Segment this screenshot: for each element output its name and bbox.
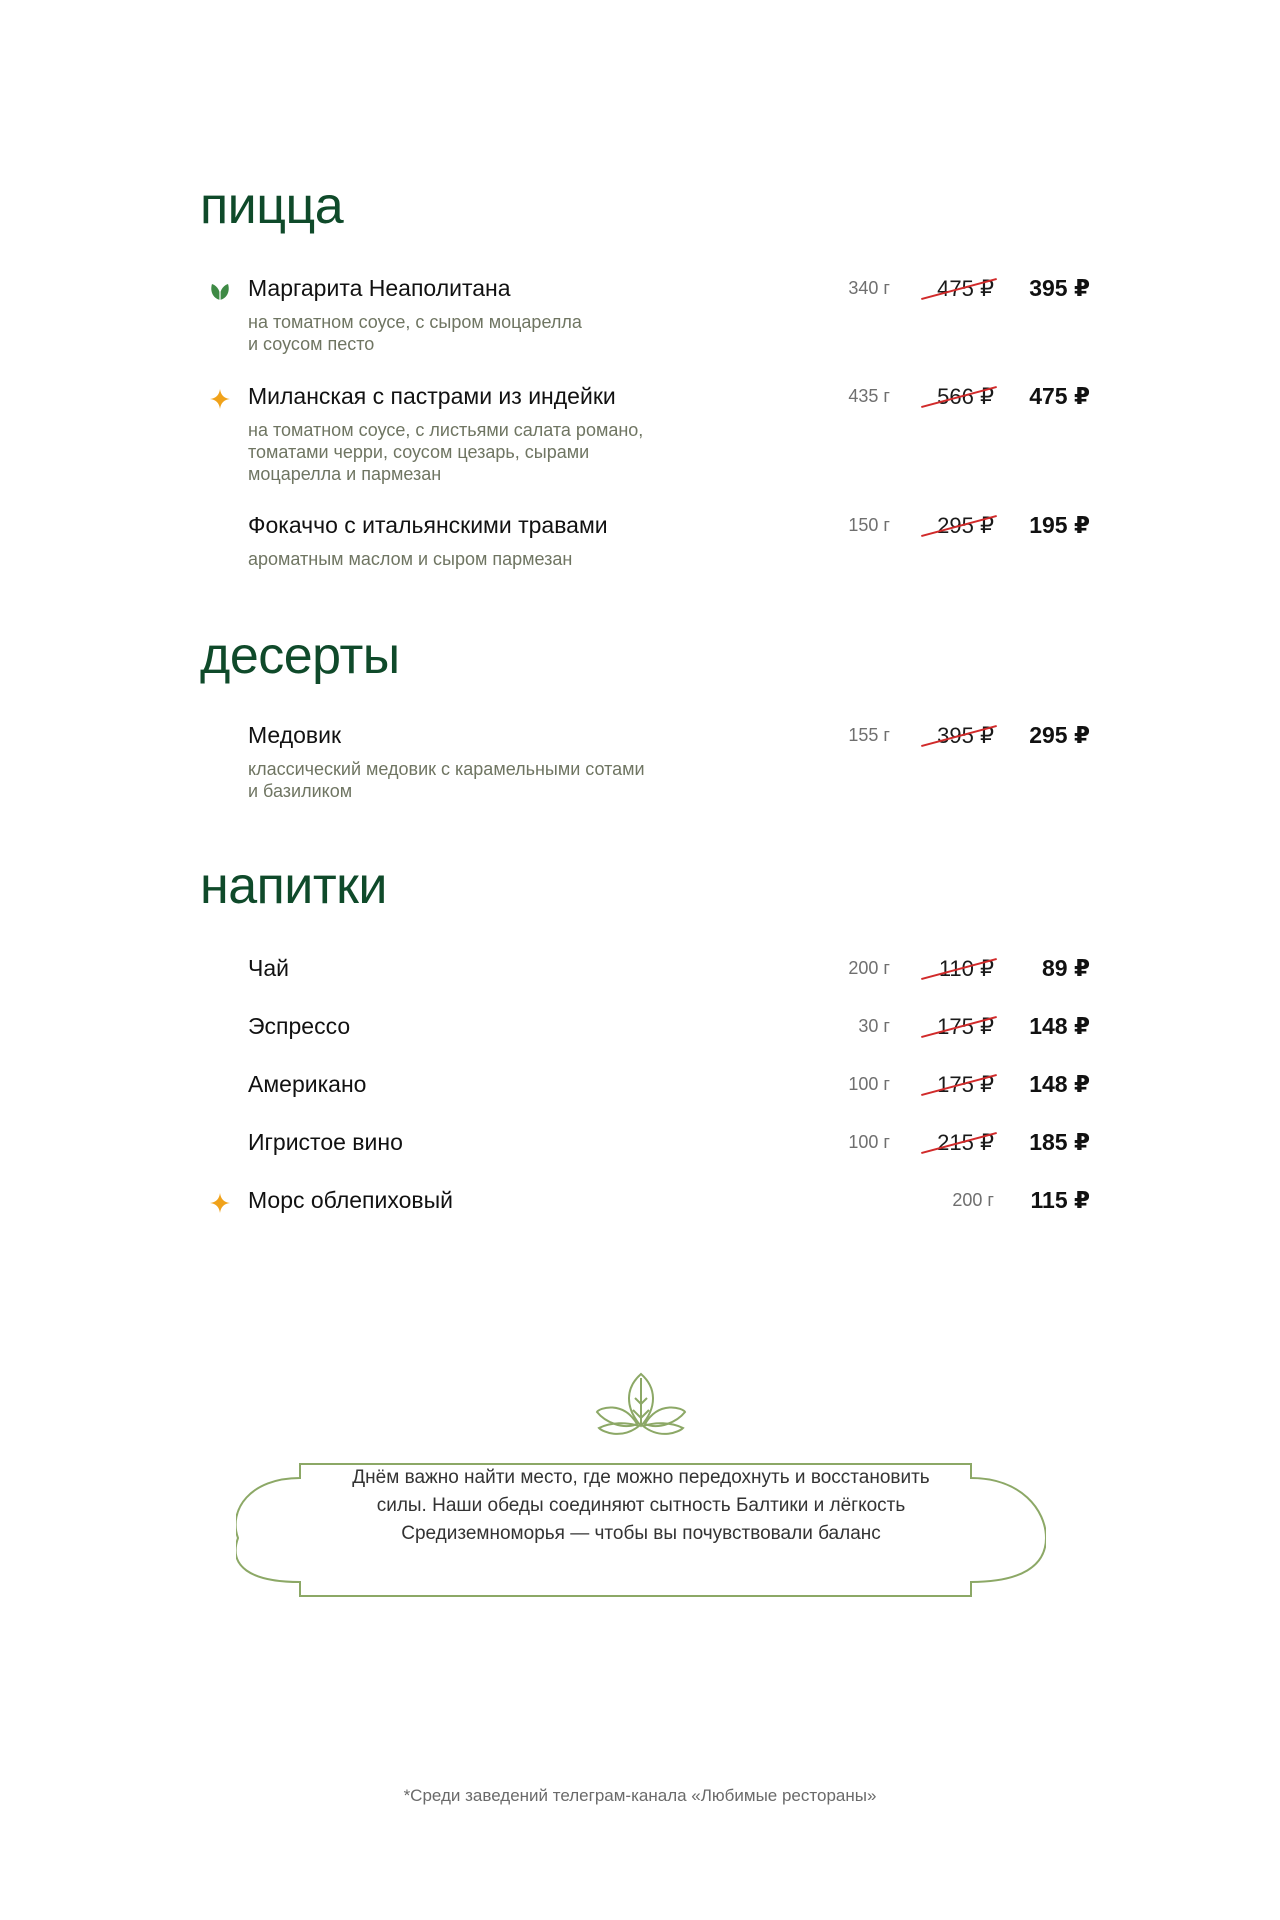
item-name: Миланская с пастрами из индейки <box>248 383 616 409</box>
item-price: 115 ₽ <box>1030 1187 1090 1213</box>
item-weight: 435 г <box>848 386 890 406</box>
item-price: 195 ₽ <box>1029 512 1090 538</box>
item-name: Американо <box>248 1071 367 1097</box>
old-price-text: 175 ₽ <box>937 1014 994 1039</box>
leaves-ornament-icon <box>597 1374 685 1434</box>
menu-item <box>200 1187 1090 1217</box>
item-weight: 200 г <box>952 1190 994 1210</box>
old-price-text: 395 ₽ <box>937 723 994 748</box>
menu-item <box>200 722 1090 801</box>
section-title: десерты <box>200 627 400 685</box>
footnote: *Среди заведений телеграм-канала «Любимые рестораны» <box>403 1786 877 1805</box>
item-old-price <box>904 276 994 302</box>
old-price-text: 215 ₽ <box>937 1130 994 1155</box>
old-price-text: 110 ₽ <box>938 956 994 981</box>
section-title: напитки <box>200 857 387 915</box>
item-weight: 200 г <box>848 958 890 978</box>
menu-item <box>200 512 1090 569</box>
item-name: Медовик <box>248 722 342 748</box>
item-weight: 155 г <box>848 725 890 745</box>
item-name: Маргарита Неаполитана <box>248 275 511 301</box>
banner <box>236 1360 1046 1600</box>
item-price: 185 ₽ <box>1029 1129 1090 1155</box>
old-price-text: 295 ₽ <box>937 513 994 538</box>
item-weight: 100 г <box>848 1074 890 1094</box>
old-price-text: 475 ₽ <box>937 276 994 301</box>
item-price: 148 ₽ <box>1029 1013 1090 1039</box>
star-icon <box>206 385 234 413</box>
old-price-text: 175 ₽ <box>937 1072 994 1097</box>
item-price: 295 ₽ <box>1029 722 1090 748</box>
item-name: Морс облепиховый <box>248 1187 453 1213</box>
item-old-price <box>904 384 994 410</box>
banner-text: Днём важно найти место, где можно передохнуть и восстановить силы. Наши обеды соединяют сытность Балтики и лёгкость Средиземноморья — чтобы вы почувствовали баланс <box>352 1467 930 1544</box>
menu-item <box>200 1129 1090 1159</box>
item-weight: 30 г <box>858 1016 890 1036</box>
item-description: на томатном соусе, с сыром моцарелла и соусом песто <box>248 312 582 354</box>
section-title: пицца <box>200 177 344 235</box>
item-name: Эспрессо <box>248 1013 351 1039</box>
leaf-icon <box>206 277 234 305</box>
old-price-text: 566 ₽ <box>937 384 994 409</box>
menu-item <box>200 275 1090 354</box>
item-name: Чай <box>248 955 289 981</box>
item-name: Игристое вино <box>248 1129 403 1155</box>
item-description: на томатном соусе, с листьями салата романо, томатами черри, соусом цезарь, сырами моцарелла и пармезан <box>248 420 644 484</box>
item-weight: 150 г <box>848 515 890 535</box>
item-price: 89 ₽ <box>1042 955 1090 981</box>
item-price: 475 ₽ <box>1029 383 1090 409</box>
menu-item <box>200 1071 1090 1101</box>
menu-item <box>200 383 1090 484</box>
item-weight: 100 г <box>848 1132 890 1152</box>
item-old-price <box>904 723 994 749</box>
item-price: 395 ₽ <box>1029 275 1090 301</box>
item-old-price <box>904 956 994 982</box>
menu-item <box>200 1013 1090 1043</box>
item-description: классический медовик с карамельными сотами и базиликом <box>248 759 645 801</box>
item-name: Фокаччо с итальянскими травами <box>248 512 608 538</box>
menu-item <box>200 955 1090 985</box>
star-icon <box>206 1189 234 1217</box>
item-old-price <box>904 1014 994 1040</box>
item-old-price <box>904 1130 994 1156</box>
item-weight: 340 г <box>848 278 890 298</box>
item-price: 148 ₽ <box>1029 1071 1090 1097</box>
item-old-price <box>904 513 994 539</box>
item-description: ароматным маслом и сыром пармезан <box>248 549 573 569</box>
item-old-price <box>904 1072 994 1098</box>
